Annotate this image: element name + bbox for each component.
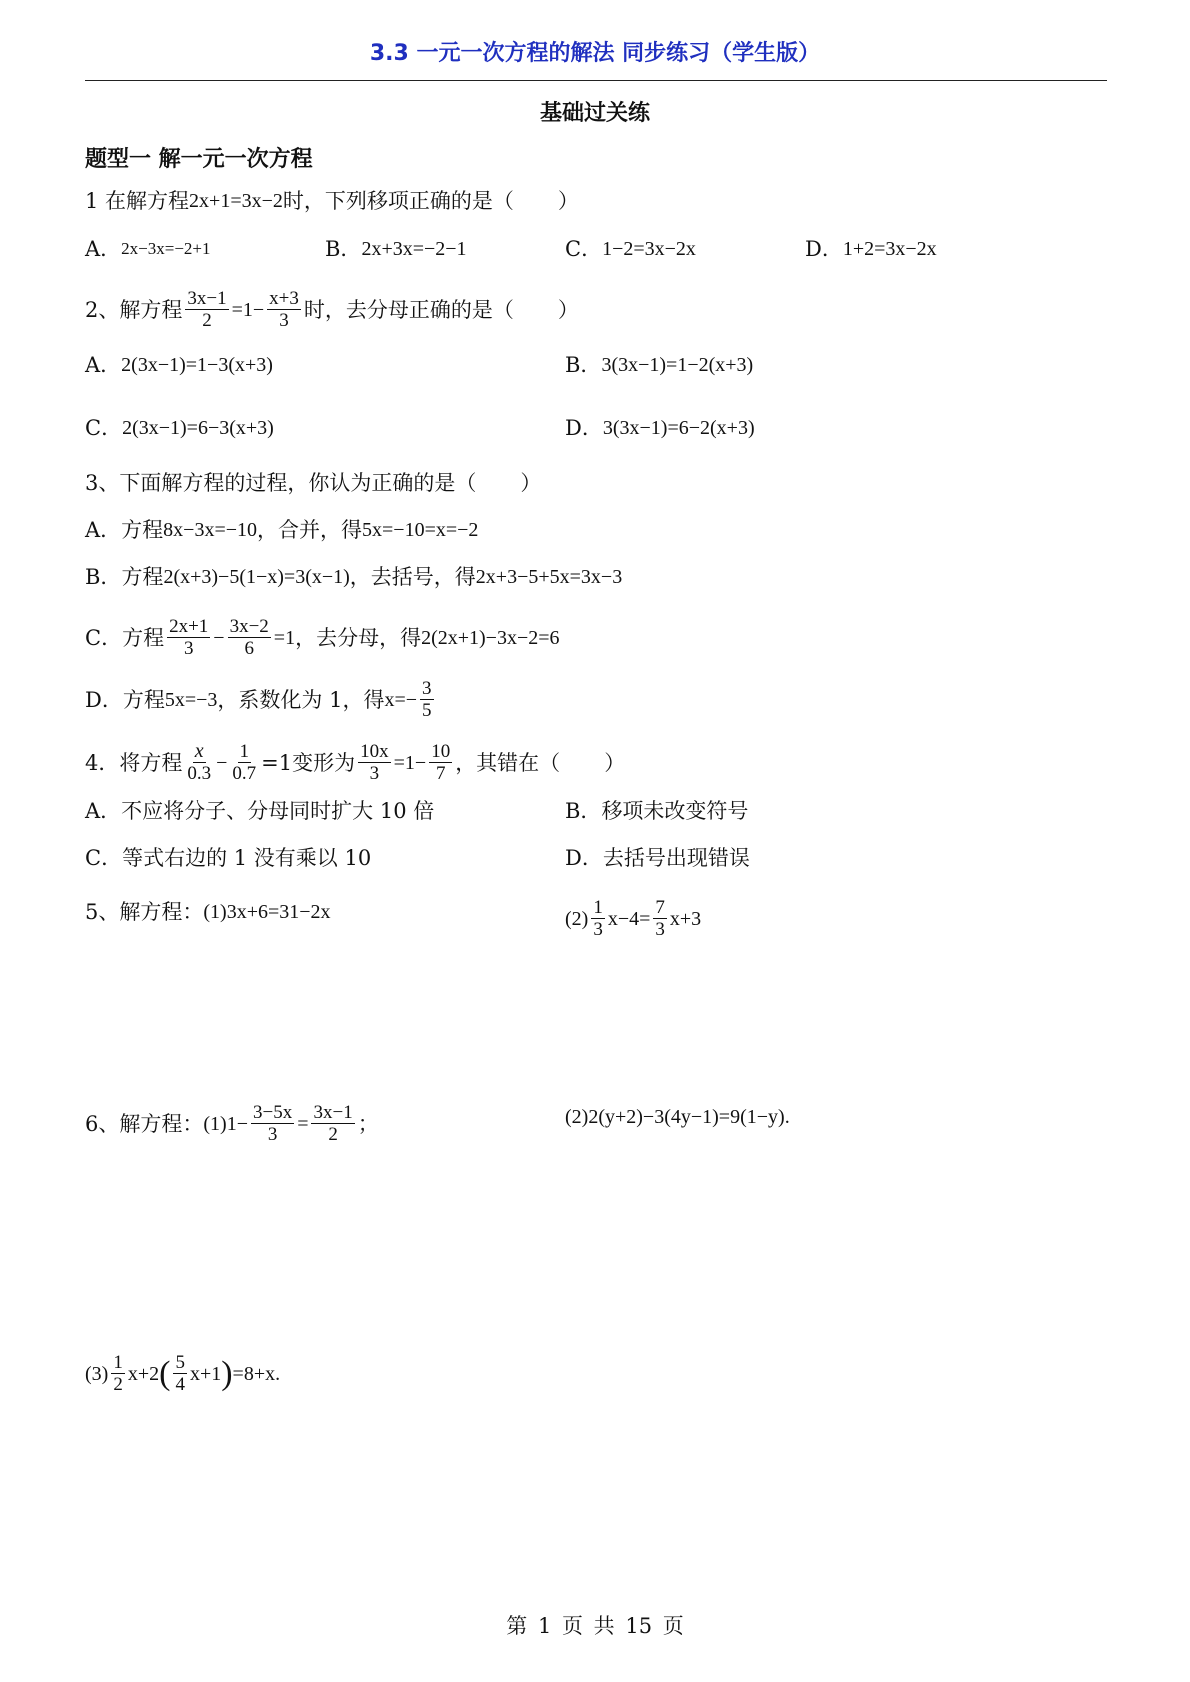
q2-option-b-label: B． (565, 353, 602, 377)
q4-minus: − (216, 751, 228, 774)
q4-fraction-3-denominator: 3 (369, 763, 380, 784)
q2-option-a-label: A． (85, 353, 122, 377)
q3-option-d-equation-1: 5x=−3 (164, 688, 218, 711)
header-rule (85, 80, 1107, 81)
q6-part-1-fraction-1 (251, 1102, 294, 1145)
q4-stem-post: ，其错在（ (455, 750, 561, 775)
q6-part-1-fraction-2-numerator: 3x−1 (313, 1102, 353, 1123)
q4-fraction-1-denominator: 0.3 (187, 763, 212, 784)
q6-part-3-fraction-2-numerator: 5 (175, 1352, 185, 1373)
q6-part-3-label: (3) (85, 1362, 109, 1385)
q2-option-a (85, 350, 273, 380)
q6-part-1-fraction-1-numerator: 3−5x (252, 1102, 293, 1123)
q4-stem-pre: 4．将方程 (85, 750, 183, 775)
q3-option-d-equation-2: x=− (384, 688, 418, 711)
q3-option-c-text-2: ，去分母，得 (295, 625, 422, 650)
q3-option-b-label: B． (85, 565, 122, 589)
q6-part-1-label: (1) (203, 1112, 227, 1135)
q3-option-c-equation-2: 2(2x+1)−3x−2=6 (421, 626, 560, 649)
q2-option-a-equation: 2(3x−1)=1−3(x+3) (121, 354, 273, 376)
q3-option-d-fraction-denominator: 5 (422, 700, 432, 721)
q6-part-2-label: (2) (565, 1106, 589, 1128)
q1-option-a (85, 234, 211, 264)
q6-part-1-fraction-1-denominator: 3 (267, 1124, 278, 1145)
q3-option-d-label: D． (85, 687, 123, 712)
q4-option-c-text: 等式右边的 1 没有乘以 10 (122, 846, 372, 870)
q5-part-2-tail: x+3 (669, 907, 702, 930)
q3-option-a-text-2: ，合并，得 (257, 518, 363, 542)
q3-option-c-minus: − (213, 626, 225, 649)
q6-part-3-tail: =8+x (232, 1362, 276, 1385)
q2-option-d-equation: 3(3x−1)=6−2(x+3) (602, 417, 755, 439)
q4-option-a-label: A． (85, 799, 122, 823)
q2-stem-pre: 2、解方程 (85, 297, 183, 322)
q2-fraction-1 (185, 288, 228, 331)
q5-part-2 (565, 897, 701, 940)
q3-option-a-label: A． (85, 518, 122, 542)
q6-part-1-equals: = (297, 1112, 309, 1135)
q4-stem (85, 741, 625, 784)
q6-part-3-middle: x+2 (127, 1362, 160, 1385)
question-type-heading: 题型一 解一元一次方程 (85, 147, 313, 172)
q3-stem-text: 3、下面解方程的过程，你认为正确的是（ (85, 471, 477, 495)
q3-option-c-text-1: 方程 (122, 625, 165, 650)
q1-close-paren: ） (557, 189, 579, 213)
q1-option-b-equation: 2x+3x=−2−1 (361, 238, 467, 260)
q3-option-d-fraction-numerator: 3 (422, 678, 432, 699)
q1-stem-pre: 1 在解方程 (85, 189, 190, 213)
q6-part-3-fraction-1-denominator: 2 (113, 1374, 123, 1395)
q3-option-d (85, 678, 437, 721)
q2-option-c (85, 413, 274, 443)
q2-option-d (565, 413, 755, 443)
q4-option-c (85, 843, 371, 873)
q4-option-c-label: C． (85, 846, 123, 870)
q3-option-a-equation-2: 5x=−10=x=−2 (362, 519, 479, 541)
q4-fraction-3-numerator: 10x (360, 741, 389, 762)
q6-part-1-prefix: 1− (226, 1112, 248, 1135)
q6-part-3-open-paren: ( (159, 1354, 171, 1392)
q4-fraction-3 (358, 741, 391, 784)
q4-option-d-text: 去括号出现错误 (602, 846, 750, 870)
q5-part-1 (85, 897, 331, 927)
q6-part-3-fraction-2-denominator: 4 (175, 1374, 185, 1395)
q1-option-a-equation: 2x−3x=−2+1 (121, 239, 211, 258)
q4-fraction-2 (230, 741, 258, 784)
q1-option-c-equation: 1−2=3x−2x (602, 238, 696, 260)
q2-close-paren: ） (557, 297, 579, 322)
q4-fraction-2-numerator: 1 (239, 741, 250, 762)
q2-stem-mid: =1− (231, 298, 265, 321)
q6-part-3-fraction-2 (173, 1352, 187, 1395)
q2-stem-post: 时，去分母正确的是（ (303, 297, 514, 322)
q2-option-b (565, 350, 753, 380)
q3-option-c (85, 616, 560, 659)
q5-part-2-fraction-1-denominator: 3 (593, 919, 603, 940)
q5-part-2-label: (2) (565, 907, 589, 930)
q1-option-d-equation: 1+2=3x−2x (842, 238, 937, 260)
q1-stem-post: 时，下列移项正确的是（ (282, 189, 514, 213)
q5-part-1-equation: 3x+6=31−2x (226, 901, 331, 923)
section-heading: 基础过关练 (539, 101, 650, 126)
q2-option-b-equation: 3(3x−1)=1−2(x+3) (601, 354, 754, 376)
q6-stem: 6、解方程： (85, 1111, 204, 1136)
q5-part-2-fraction-2-denominator: 3 (655, 919, 665, 940)
q3-close-paren: ） (520, 471, 542, 495)
q6-part-3-close-paren: ) (221, 1354, 233, 1392)
q4-stem-mid-1: =1变形为 (261, 750, 356, 775)
q1-option-c-label: C． (565, 237, 603, 261)
q1-option-d (805, 234, 937, 264)
q2-option-c-label: C． (85, 416, 123, 440)
q3-option-b-equation-2: 2x+3−5+5x=3x−3 (475, 566, 623, 588)
q1-option-c (565, 234, 696, 264)
q4-fraction-1 (185, 741, 213, 784)
q4-close-paren: ） (604, 750, 626, 775)
q2-fraction-1-numerator: 3x−1 (187, 288, 227, 309)
q3-option-c-equals: =1 (273, 626, 296, 649)
q3-option-b-text-1: 方程 (121, 565, 164, 589)
q1-option-b (325, 234, 467, 264)
q4-option-a (85, 796, 434, 826)
q2-stem (85, 288, 579, 331)
q4-fraction-4-denominator: 7 (435, 763, 446, 784)
q4-option-b (565, 796, 748, 826)
q4-option-d-label: D． (565, 846, 603, 870)
q5-part-2-middle: x−4= (607, 907, 651, 930)
q3-option-a-equation-1: 8x−3x=−10 (163, 519, 258, 541)
q4-option-b-label: B． (565, 799, 602, 823)
q3-option-c-label: C． (85, 625, 123, 650)
q3-option-c-fraction-1-numerator: 2x+1 (169, 616, 209, 637)
q5-stem: 5、解方程： (85, 900, 204, 924)
q4-option-d (565, 843, 750, 873)
q3-option-b (85, 562, 622, 592)
q3-option-b-text-2: ，去括号，得 (349, 565, 476, 589)
q4-fraction-2-denominator: 0.7 (232, 763, 257, 784)
q3-option-c-fraction-1-denominator: 3 (183, 638, 194, 659)
q6-part-3-end: . (275, 1362, 281, 1385)
q4-option-b-text: 移项未改变符号 (601, 799, 749, 823)
q4-fraction-4-numerator: 10 (431, 741, 451, 762)
q2-fraction-2 (267, 288, 301, 331)
q4-fraction-1-numerator: x (194, 740, 204, 762)
q6-part-1-end: ； (357, 1111, 379, 1136)
q3-option-a-text-1: 方程 (121, 518, 164, 542)
q6-part-2-equation: 2(y+2)−3(4y−1)=9(1−y) (588, 1106, 785, 1128)
q3-option-d-text-1: 方程 (122, 687, 165, 712)
q5-part-2-fraction-1-numerator: 1 (593, 897, 603, 918)
q3-option-a (85, 515, 478, 545)
q1-stem (85, 186, 579, 216)
page-number-footer: 第 1 页 共 15 页 (506, 1614, 684, 1638)
q1-option-d-label: D． (805, 237, 843, 261)
q1-stem-equation: 2x+1=3x−2 (189, 190, 283, 212)
q5-part-1-label: (1) (203, 901, 227, 923)
q2-fraction-2-denominator: 3 (279, 310, 289, 331)
q3-option-c-fraction-2 (228, 616, 271, 659)
q3-stem (85, 468, 541, 498)
q4-stem-mid-2: =1− (393, 751, 427, 774)
q6-part-3-fraction-1-numerator: 1 (113, 1352, 123, 1373)
q5-part-2-fraction-2 (653, 897, 667, 940)
q2-fraction-2-numerator: x+3 (269, 288, 299, 309)
q6-part-3-inner: x+1 (189, 1362, 222, 1385)
q4-option-a-text: 不应将分子、分母同时扩大 10 倍 (121, 799, 435, 823)
q3-option-b-equation-1: 2(x+3)−5(1−x)=3(x−1) (163, 566, 350, 588)
q4-fraction-4 (429, 741, 452, 784)
q6-part-1 (85, 1102, 379, 1145)
q1-option-a-label: A． (85, 237, 122, 261)
q3-option-c-fraction-1 (167, 616, 210, 659)
q6-part-1-fraction-2-denominator: 2 (328, 1124, 338, 1145)
q6-part-2 (565, 1102, 790, 1132)
q2-option-d-label: D． (565, 416, 603, 440)
q6-part-3 (85, 1352, 280, 1395)
q1-option-b-label: B． (325, 237, 362, 261)
q3-option-d-fraction (420, 678, 434, 721)
page-title: 3.3 一元一次方程的解法 同步练习（学生版） (369, 41, 821, 66)
q6-part-2-end: . (784, 1106, 790, 1128)
q6-part-1-fraction-2 (311, 1102, 354, 1145)
q2-fraction-1-denominator: 2 (202, 310, 212, 331)
q5-part-2-fraction-2-numerator: 7 (655, 897, 665, 918)
q5-part-2-fraction-1 (591, 897, 605, 940)
q3-option-c-fraction-2-denominator: 6 (244, 638, 254, 659)
q2-option-c-equation: 2(3x−1)=6−3(x+3) (122, 417, 274, 439)
q6-part-3-fraction-1 (111, 1352, 125, 1395)
q3-option-c-fraction-2-numerator: 3x−2 (229, 616, 269, 637)
q3-option-d-text-2: ，系数化为 1，得 (217, 687, 385, 712)
